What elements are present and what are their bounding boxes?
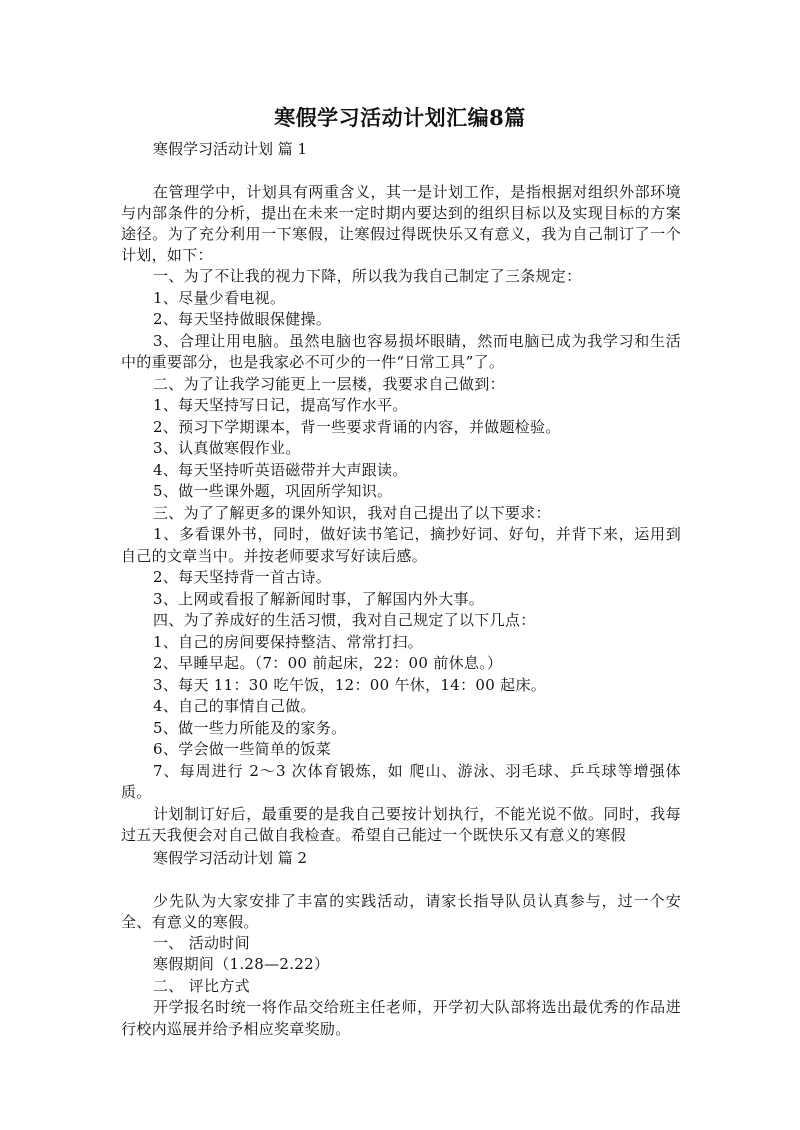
list-item: 4、每天坚持听英语磁带并大声跟读。 (153, 460, 408, 479)
list-item: 3、合理让用电脑。虽然电脑也容易损坏眼睛，然而电脑已成为我学习和生活中的重要部分，也是我家必不可少的一件“日常工具”了。 (121, 331, 681, 371)
list-item: 3、上网或看报了解新闻时事，了解国内外大事。 (153, 589, 485, 608)
list-item: 3、认真做寒假作业。 (153, 439, 301, 457)
list-item: 3、每天 11：30 吃午饭，12：00 午休，14：00 起床。 (153, 675, 547, 694)
list-heading: 二、 评比方式 (153, 976, 250, 995)
list-item: 5、做一些课外题，巩固所学知识。 (153, 482, 393, 500)
paragraph: 少先队为大家安排了丰富的实践活动，请家长指导队员认真参与，过一个安全、有意义的寒假。 (121, 891, 681, 931)
list-item: 2、每天坚持做眼保健操。 (153, 310, 332, 328)
section-heading: 寒假学习活动计划 篇 2 (153, 848, 308, 867)
document-body (121, 138, 681, 1040)
list-item: 2、预习下学期课本，背一些要求背诵的内容，并做题检验。 (153, 417, 561, 436)
paragraph: 开学报名时统一将作品交给班主任老师，开学初大队部将选出最优秀的作品进行校内巡展并给予相应奖章奖励。 (121, 998, 681, 1038)
list-item: 1、多看课外书，同时，做好读书笔记，摘抄好词、好句，并背下来，运用到自己的文章当中。并按老师要求写好读后感。 (121, 525, 681, 565)
list-heading: 一、为了不让我的视力下降，所以我为我自己制定了三条规定： (153, 267, 582, 285)
list-heading: 三、为了了解更多的课外知识，我对自己提出了以下要求： (153, 503, 551, 522)
list-item: 6、学会做一些简单的饭菜 (153, 740, 332, 758)
list-heading: 四、为了养成好的生活习惯，我对自己规定了以下几点： (153, 611, 536, 629)
list-item: 2、早睡早起。（7：00 前起床，22：00 前休息。） (153, 654, 503, 672)
document-title: 寒假学习活动计划汇编8篇 (274, 105, 526, 130)
list-heading: 二、为了让我学习能更上一层楼，我要求自己做到： (153, 374, 505, 393)
blank-line (121, 869, 681, 891)
list-item: 4、自己的事情自己做。 (153, 697, 316, 715)
list-heading: 一、 活动时间 (153, 933, 250, 952)
blank-line (121, 160, 681, 182)
list-item: 1、尽量少看电视。 (153, 288, 286, 307)
list-item: 5、做一些力所能及的家务。 (153, 718, 347, 737)
list-item: 寒假期间（1.28—2.22） (153, 955, 330, 973)
list-item: 2、每天坚持背一首古诗。 (153, 568, 332, 586)
paragraph: 在管理学中，计划具有两重含义，其一是计划工作，是指根据对组织外部环境与内部条件的分析，提出在未来一定时期内要达到的组织目标以及实现目标的方案途径。为了充分利用一下寒假，让寒假过得既快乐又有意义，我为自己制订了一个计划，如下： (121, 183, 681, 264)
section-heading: 寒假学习活动计划 篇 1 (153, 140, 308, 158)
list-item: 1、自己的房间要保持整洁、常常打扫。 (153, 632, 423, 651)
list-item: 1、每天坚持写日记，提高写作水平。 (153, 396, 408, 414)
list-item: 7、每周进行 2～3 次体育锻炼，如 爬山、游泳、羽毛球、乒乓球等增强体质。 (121, 761, 681, 801)
paragraph: 计划制订好后，最重要的是我自己要按计划执行，不能光说不做。同时，我每过五天我便会对自己做自我检查。希望自己能过一个既快乐又有意义的寒假 (121, 804, 681, 844)
